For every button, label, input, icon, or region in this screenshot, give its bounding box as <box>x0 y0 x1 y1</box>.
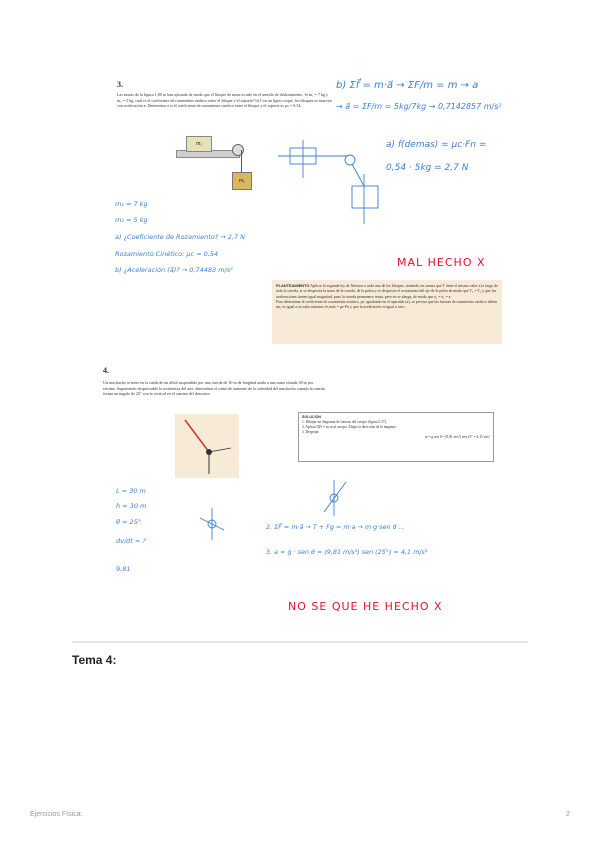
note: θ = 25° <box>116 518 142 526</box>
problem4-handwritten-diagram-2 <box>318 478 352 518</box>
problem3-statement: Las masas de la figura 1,00 se han ajustado de modo que el bloque de masa m sale en el sentido de deslizamiento. Si m₁ = 7 kg y m₂ = 5 kg, cuál es el coeficiente de rozamiento estático entre el bloque y el soporte? b) Con un ligero toque, los bloques se mueven con aceleración a. Determinar a si el coeficiente de rozamiento cinético entre el bloque y el soporte es μc = 0,54. <box>117 92 332 109</box>
note: 9,81 <box>116 565 131 573</box>
note: a) ¿Coeficiente de Rozamiento? → 2,7 N <box>115 233 246 241</box>
note: a) f(demas) = μc·Fn = <box>386 140 487 150</box>
solution-equation: at = g sen θ = (9,81 m/s²) sen 25° = 4,15 m/s² <box>424 435 490 439</box>
problem4-solution-box <box>298 412 494 462</box>
note: b) Σf⃗ = m·a⃗ → ΣF/m = m → a <box>336 80 479 91</box>
section-title: Tema 4: <box>72 653 117 667</box>
note: dv/dt = ? <box>116 537 146 545</box>
planteamiento-text: Aplicar la segunda ley de Newton a cada uno de los bloques, teniendo en cuenta que T tiene el mismo valor a lo largo de toda la cuerda, si se desprecia la masa de la cuerda, de la polea y se desprecia el rozamiento del eje de la polea de modo que T₁ = T₂ y que los aceleraciones tienen igual magnitud, pues la cuerda permanece tensa, pero no se alarga, de modo que a₁ = a₂ = a. <box>276 284 498 299</box>
note: b) ¿Aceleración (a⃗)? → 0,74483 m/s² <box>115 266 233 274</box>
planteamiento-box <box>272 280 502 344</box>
problem3-number: 3. <box>117 80 123 89</box>
problem4-number: 4. <box>103 366 109 375</box>
problem4-statement: Un muchacho se mete en la rueda de un árbol suspendido por una cuerda de 30 m de longitud atada a una rama situada 30 m por encima. Suponiendo despreciable la resistencia del aire, determinar el ritmo de aumento de la celeridad del muchacho cuando la cuerda forma un ángulo de 25° con la vertical en el camino del descenso. <box>103 380 325 397</box>
note: L = 30 m <box>116 487 146 495</box>
problem4-handwritten-diagram-1 <box>196 506 230 542</box>
problem3-verdict: MAL HECHO X <box>397 256 486 269</box>
block-m1 <box>186 136 212 152</box>
note: → a⃗ = ΣF/m = 5kg/7kg → 0,7142857 m/s² <box>336 102 502 111</box>
note: 3. a = g · sen θ = (9,81 m/s²) sen (25°) = 4,1 m/s² <box>266 548 428 556</box>
planteamiento-text2: Para determinar el coeficiente de rozamiento estático, μe, igualando en el apartado (a), se precisa que las fuerzas de rozamiento estático deben ser, es igual a su valor máximo fe,máx = μe·Fn y que la aceleración es igual a cero. <box>276 299 498 310</box>
pulley <box>232 144 244 156</box>
solution-step: 3. Despejar: <box>302 430 320 434</box>
block-m2-label: m₂ <box>238 178 246 184</box>
note: 2. ΣF⃗ = m·a⃗ → T + Fg = m·a → m·g·sen θ ... <box>266 523 405 531</box>
planteamiento-title: PLANTEAMIENTO <box>276 283 310 288</box>
problem3-figure <box>176 132 256 192</box>
note: Rozamiento Cinético: μc = 0,54 <box>115 250 219 258</box>
solution-step: 2. Aplicar ΣFt = m·at al cuerpo. Elegir la dirección de la tangente. <box>302 425 397 429</box>
block-m2 <box>232 172 252 190</box>
note: m₁ = 7 kg <box>115 200 148 208</box>
note: 0,54 · 5kg = 2,7 N <box>386 163 469 173</box>
section-divider <box>72 641 528 643</box>
solution-step: 1. Dibujar un diagrama de fuerzas del cuerpo (figura 5.37). <box>302 420 387 424</box>
problem4-verdict: NO SE QUE HE HECHO X <box>288 600 443 613</box>
note: m₂ = 5 kg <box>115 216 148 224</box>
solution-title: SOLUCIÓN <box>302 415 321 419</box>
problem3-handwritten-diagram <box>268 138 388 228</box>
problem4-figure <box>175 414 239 478</box>
footer-page-number: 2 <box>566 811 570 818</box>
block-m1-label: m₁ <box>196 141 202 147</box>
footer-left: Ejercicios Física: <box>30 811 83 818</box>
note: h = 30 m <box>116 502 147 510</box>
